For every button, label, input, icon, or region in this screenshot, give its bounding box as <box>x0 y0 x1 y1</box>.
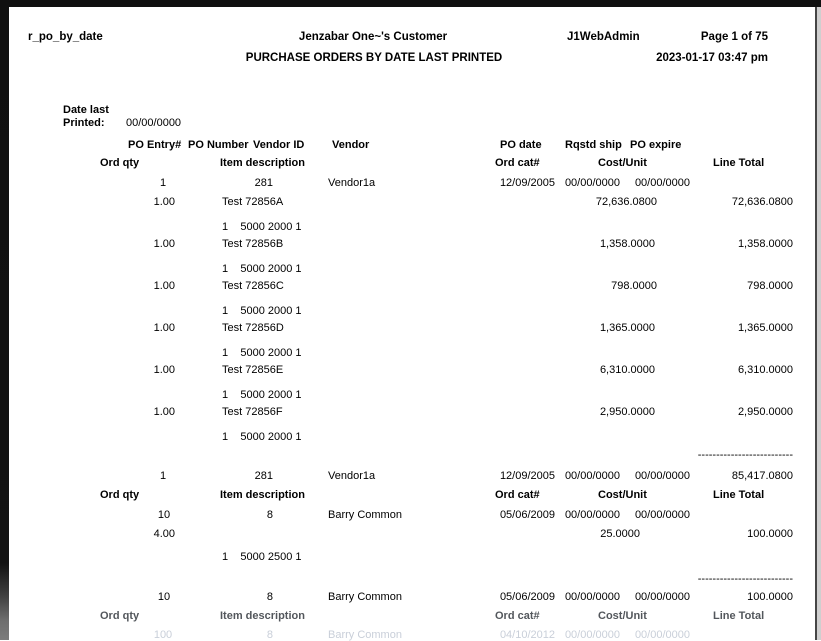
item-description: Test 72856A <box>222 196 284 208</box>
date-last-label-line2: Printed: <box>63 117 105 129</box>
po-total: 85,417.0800 <box>731 470 793 482</box>
po-entry-number: 100 <box>153 629 173 641</box>
col-header-line-total: Line Total <box>713 489 765 501</box>
cost-unit: 2,950.0000 <box>599 406 655 418</box>
line-total: 6,310.0000 <box>737 364 793 376</box>
separator-dashes: -------------------------- <box>697 573 793 585</box>
vendor-name: Barry Common <box>328 591 402 603</box>
print-datetime: 2023-01-17 03:47 pm <box>656 52 768 64</box>
line-total: 2,950.0000 <box>737 406 793 418</box>
rqstd-ship-date: 00/00/0000 <box>564 591 620 603</box>
gl-account: 1 5000 2000 1 <box>222 389 302 401</box>
ord-qty: 1.00 <box>153 322 175 334</box>
po-expire-date: 00/00/0000 <box>634 629 690 641</box>
po-date: 12/09/2005 <box>499 470 555 482</box>
gl-account: 1 5000 2000 1 <box>222 221 302 233</box>
vendor-name: Barry Common <box>328 509 402 521</box>
col-header-cost-unit: Cost/Unit <box>598 489 647 501</box>
cost-unit: 1,365.0000 <box>599 322 655 334</box>
po-number: 281 <box>254 177 273 189</box>
date-last-printed-value: 00/00/0000 <box>126 117 182 129</box>
line-total: 1,365.0000 <box>737 322 793 334</box>
po-expire-date: 00/00/0000 <box>634 177 690 189</box>
col-header-item-description: Item description <box>220 489 305 501</box>
separator-dashes: -------------------------- <box>697 449 793 461</box>
po-number: 281 <box>254 470 273 482</box>
rqstd-ship-date: 00/00/0000 <box>564 470 620 482</box>
gl-account: 1 5000 2000 1 <box>222 431 302 443</box>
po-number: 8 <box>266 629 273 641</box>
col-header-po-number: PO Number <box>188 139 249 151</box>
ord-qty: 4.00 <box>153 528 175 540</box>
vendor-name: Vendor1a <box>328 177 376 189</box>
col-header-rqstd-ship: Rqstd ship <box>565 139 622 151</box>
ord-qty: 1.00 <box>153 280 175 292</box>
item-description: Test 72856C <box>222 280 284 292</box>
gl-account: 1 5000 2000 1 <box>222 347 302 359</box>
po-expire-date: 00/00/0000 <box>634 591 690 603</box>
cost-unit: 798.0000 <box>611 280 657 292</box>
col-header-cost-unit: Cost/Unit <box>598 157 647 169</box>
ord-qty: 1.00 <box>153 196 175 208</box>
gl-account: 1 5000 2000 1 <box>222 305 302 317</box>
rqstd-ship-date: 00/00/0000 <box>564 629 620 641</box>
item-description: Test 72856E <box>222 364 284 376</box>
item-description: Test 72856D <box>222 322 284 334</box>
line-total: 100.0000 <box>747 528 793 540</box>
po-entry-number: 1 <box>159 177 167 189</box>
col-header-vendor: Vendor <box>332 139 370 151</box>
rqstd-ship-date: 00/00/0000 <box>564 177 620 189</box>
window-top-edge <box>0 0 821 7</box>
ord-qty: 1.00 <box>153 364 175 376</box>
report-id: r_po_by_date <box>28 31 103 43</box>
po-entry-number: 10 <box>157 509 171 521</box>
report-title: PURCHASE ORDERS BY DATE LAST PRINTED <box>245 52 503 64</box>
cost-unit: 25.0000 <box>600 528 640 540</box>
cost-unit: 72,636.0800 <box>595 196 657 208</box>
po-date: 04/10/2012 <box>499 629 555 641</box>
col-header-line-total: Line Total <box>713 610 765 622</box>
col-header-ord-cat: Ord cat# <box>495 489 540 501</box>
username: J1WebAdmin <box>567 31 640 43</box>
col-header-ord-qty: Ord qty <box>100 157 140 169</box>
col-header-ord-cat: Ord cat# <box>495 157 540 169</box>
po-date: 05/06/2009 <box>499 509 555 521</box>
col-header-ord-qty: Ord qty <box>100 610 140 622</box>
col-header-cost-unit: Cost/Unit <box>598 610 647 622</box>
cost-unit: 6,310.0000 <box>599 364 655 376</box>
vendor-name: Vendor1a <box>328 470 376 482</box>
col-header-item-description: Item description <box>220 157 305 169</box>
po-date: 12/09/2005 <box>499 177 555 189</box>
col-header-line-total: Line Total <box>713 157 765 169</box>
col-header-item-description: Item description <box>220 610 305 622</box>
po-expire-date: 00/00/0000 <box>634 509 690 521</box>
line-total: 72,636.0800 <box>731 196 793 208</box>
customer-name: Jenzabar One~'s Customer <box>298 31 448 43</box>
page-number: Page 1 of 75 <box>700 31 768 43</box>
col-header-po-date: PO date <box>500 139 542 151</box>
po-total: 100.0000 <box>747 591 793 603</box>
po-number: 8 <box>266 509 273 521</box>
ord-qty: 1.00 <box>153 238 175 250</box>
col-header-po-expire: PO expire <box>630 139 682 151</box>
po-expire-date: 00/00/0000 <box>634 470 690 482</box>
po-date: 05/06/2009 <box>499 591 555 603</box>
gl-account: 1 5000 2500 1 <box>222 551 302 563</box>
col-header-ord-cat: Ord cat# <box>495 610 540 622</box>
po-entry-number: 10 <box>157 591 171 603</box>
col-header-vendor-id: Vendor ID <box>253 139 305 151</box>
po-number: 8 <box>266 591 273 603</box>
gl-account: 1 5000 2000 1 <box>222 263 302 275</box>
cost-unit: 1,358.0000 <box>599 238 655 250</box>
date-last-label-line1: Date last <box>63 104 109 116</box>
ord-qty: 1.00 <box>153 406 175 418</box>
line-total: 798.0000 <box>747 280 793 292</box>
window-left-edge <box>0 0 9 640</box>
line-total: 1,358.0000 <box>737 238 793 250</box>
item-description: Test 72856F <box>222 406 283 418</box>
rqstd-ship-date: 00/00/0000 <box>564 509 620 521</box>
col-header-ord-qty: Ord qty <box>100 489 140 501</box>
po-entry-number: 1 <box>159 470 167 482</box>
item-description: Test 72856B <box>222 238 284 250</box>
window-right-edge <box>815 0 817 640</box>
col-header-po-entry: PO Entry# <box>128 139 182 151</box>
vendor-name: Barry Common <box>328 629 402 641</box>
